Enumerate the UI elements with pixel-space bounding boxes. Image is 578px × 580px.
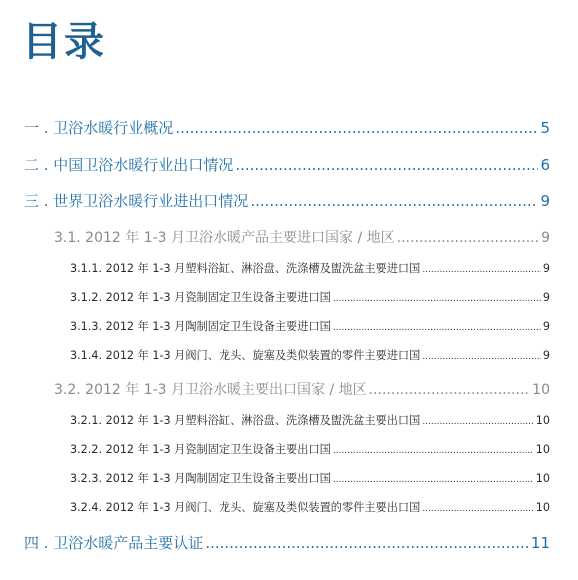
toc-entry-label: 3.2.2. 2012 年 1-3 月瓷制固定卫生设备主要出口国	[70, 443, 331, 456]
page-title: 目录	[22, 19, 106, 65]
toc-entry-label: 3.1.4. 2012 年 1-3 月阀门、龙头、旋塞及类似装置的零件主要进口国	[70, 349, 421, 362]
toc-page-number: 9	[541, 230, 550, 246]
toc-entry-label: 3.2.1. 2012 年 1-3 月塑料浴缸、淋浴盘、洗涤槽及盥洗盆主要出口国	[70, 414, 421, 427]
toc-page-number: 9	[542, 262, 550, 275]
toc-entry-4[interactable]	[24, 532, 550, 553]
toc-entry-label: 3.2.4. 2012 年 1-3 月阀门、龙头、旋塞及类似装置的零件主要出口国	[70, 501, 421, 514]
toc-entry-3-2-3[interactable]	[70, 470, 550, 486]
toc-page-number: 5	[540, 119, 550, 137]
toc-leader-dots	[422, 265, 541, 275]
toc-leader-dots	[333, 294, 541, 304]
toc-page-number: 10	[535, 414, 550, 427]
toc-entry-label: 3.2.3. 2012 年 1-3 月陶制固定卫生设备主要出口国	[70, 472, 331, 485]
toc-entry-label: 三 . 世界卫浴水暖行业进出口情况	[24, 192, 249, 210]
toc-leader-dots	[235, 156, 538, 174]
toc-leader-dots	[369, 382, 531, 398]
toc-leader-dots	[422, 504, 533, 514]
toc-leader-dots	[333, 475, 534, 485]
toc-entry-label: 3.1. 2012 年 1-3 月卫浴水暖产品主要进口国家 / 地区	[54, 230, 395, 246]
toc-entry-3-1-1[interactable]	[70, 260, 550, 276]
toc-entry-3-1-4[interactable]	[70, 347, 550, 363]
toc-entry-label: 3.1.1. 2012 年 1-3 月塑料浴缸、淋浴盘、洗涤槽及盥洗盆主要进口国	[70, 262, 421, 275]
toc-leader-dots	[250, 192, 538, 210]
toc-page-number: 11	[530, 534, 550, 552]
toc-leader-dots	[333, 323, 541, 333]
toc-entry-label: 3.2. 2012 年 1-3 月卫浴水暖主要出口国家 / 地区	[54, 382, 367, 398]
toc-entry-3-1-2[interactable]	[70, 289, 550, 305]
toc-entry-3-2[interactable]	[54, 379, 550, 399]
toc-leader-dots	[205, 534, 529, 552]
toc-page-number: 10	[535, 501, 550, 514]
toc-leader-dots	[422, 417, 533, 427]
toc-entry-label: 3.1.3. 2012 年 1-3 月陶制固定卫生设备主要进口国	[70, 320, 331, 333]
toc-leader-dots	[422, 352, 541, 362]
toc-entry-3[interactable]	[24, 190, 550, 211]
toc-entry-3-2-1[interactable]	[70, 412, 550, 428]
toc-page-number: 9	[540, 192, 550, 210]
toc-page-number: 9	[542, 291, 550, 304]
toc-page-number: 10	[535, 472, 550, 485]
toc-entry-label: 四 . 卫浴水暖产品主要认证	[24, 534, 204, 552]
toc-entry-label: 一 . 卫浴水暖行业概况	[24, 119, 174, 137]
toc-entry-label: 3.1.2. 2012 年 1-3 月瓷制固定卫生设备主要进口国	[70, 291, 331, 304]
toc-entry-2[interactable]	[24, 154, 550, 175]
toc-leader-dots	[175, 119, 538, 137]
toc-page-number: 10	[535, 443, 550, 456]
toc-leader-dots	[397, 230, 539, 246]
toc-page-number: 9	[542, 349, 550, 362]
toc-entry-3-1-3[interactable]	[70, 318, 550, 334]
toc-entry-label: 二 . 中国卫浴水暖行业出口情况	[24, 156, 234, 174]
toc-page-number: 9	[542, 320, 550, 333]
toc-leader-dots	[333, 446, 534, 456]
toc-page-number: 10	[532, 382, 550, 398]
toc-entry-3-2-4[interactable]	[70, 499, 550, 515]
toc-entry-3-1[interactable]	[54, 227, 550, 247]
toc-entry-3-2-2[interactable]	[70, 441, 550, 457]
toc-entry-1[interactable]	[24, 117, 550, 138]
toc-page-number: 6	[540, 156, 550, 174]
